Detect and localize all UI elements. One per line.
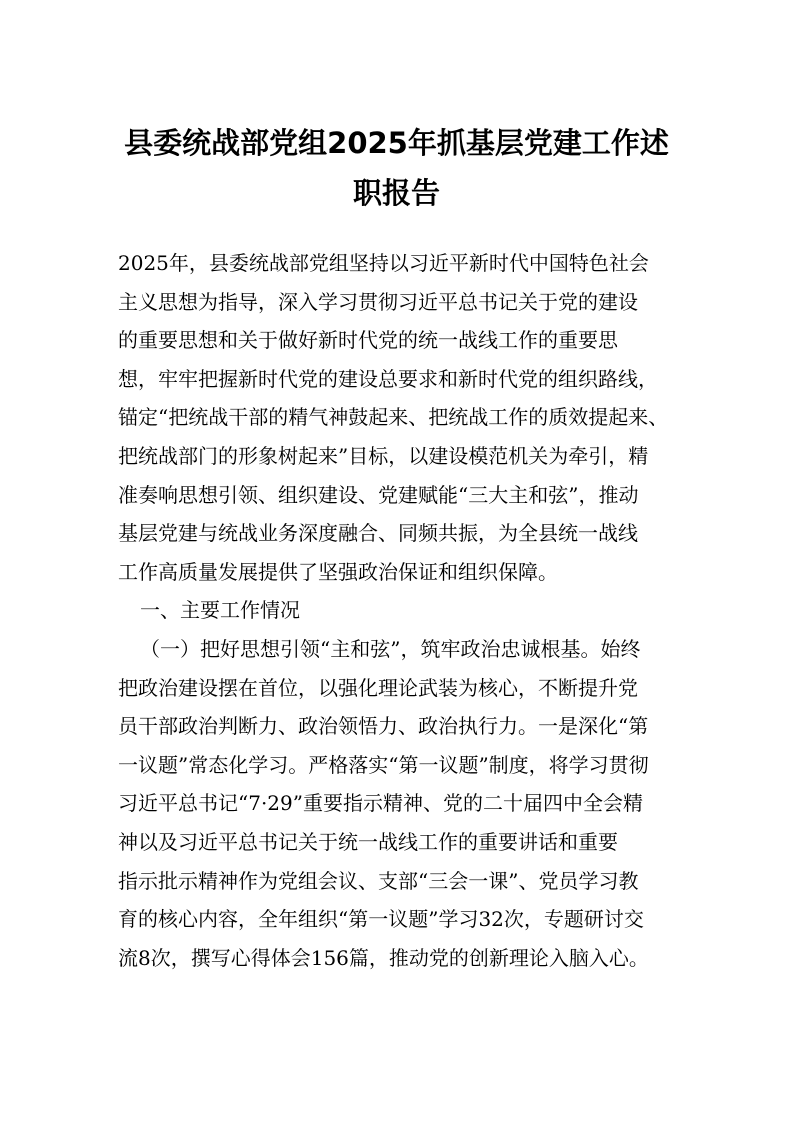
paragraph-line: 把政治建设摆在首位，以强化理论武装为核心，不断提升党 [118, 675, 638, 700]
paragraph-line: 锚定“把统战干部的精气神鼓起来、把统战工作的质效提起来、 [118, 405, 669, 430]
paragraph-line: 一议题”常态化学习。严格落实“第一议题”制度，将学习贯彻 [118, 752, 649, 777]
paragraph-line: 习近平总书记“7·29”重要指示精神、党的二十届四中全会精 [118, 791, 643, 816]
paragraph-line: 把统战部门的形象树起来”目标，以建设模范机关为牵引，精 [118, 443, 649, 468]
document-title-line-1: 县委统战部党组2025年抓基层党建工作述 [124, 126, 669, 160]
subsection-heading-line: （一）把好思想引领“主和弦”，筑牢政治忠诚根基。始终 [140, 636, 641, 661]
paragraph-line: 工作高质量发展提供了坚强政治保证和组织保障。 [118, 559, 558, 584]
paragraph-line: 想，牢牢把握新时代党的建设总要求和新时代党的组织路线， [118, 366, 658, 391]
paragraph-line: 流8次，撰写心得体会156篇，推动党的创新理论入脑入心。 [118, 945, 649, 970]
section-heading: 一、主要工作情况 [140, 598, 300, 623]
paragraph-line: 神以及习近平总书记关于统一战线工作的重要讲话和重要 [118, 829, 618, 854]
document-title-line-2: 职报告 [352, 176, 440, 210]
paragraph-line: 主义思想为指导，深入学习贯彻习近平总书记关于党的建设 [118, 289, 638, 314]
paragraph-line: 准奏响思想引领、组织建设、党建赋能“三大主和弦”，推动 [118, 482, 639, 507]
paragraph-line: 育的核心内容，全年组织“第一议题”学习32次，专题研讨交 [118, 907, 644, 932]
paragraph-line: 指示批示精神作为党组会议、支部“三会一课”、党员学习教 [118, 868, 639, 893]
paragraph-line: 员干部政治判断力、政治领悟力、政治执行力。一是深化“第 [118, 714, 649, 739]
paragraph-line: 2025年，县委统战部党组坚持以习近平新时代中国特色社会 [118, 251, 649, 275]
document-body [118, 244, 678, 977]
paragraph-line: 基层党建与统战业务深度融合、同频共振，为全县统一战线 [118, 521, 638, 546]
paragraph-line: 的重要思想和关于做好新时代党的统一战线工作的重要思 [118, 328, 618, 353]
